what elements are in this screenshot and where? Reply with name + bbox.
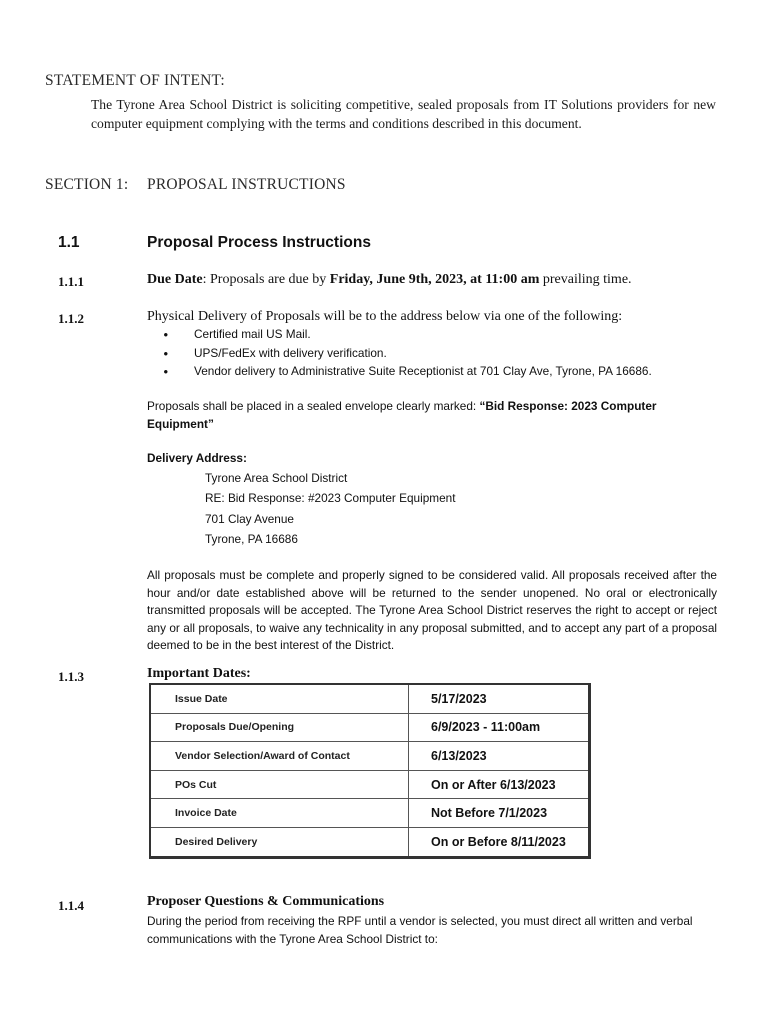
delivery-bullet-text: Vendor delivery to Administrative Suite Receptionist at 701 Clay Ave, Tyrone, PA 16686.: [194, 364, 652, 378]
address-line: 701 Clay Avenue: [205, 512, 294, 526]
sealed-envelope-marking: “Bid Response: 2023 Computer Equipment”: [147, 399, 657, 431]
subsection-title: Proposal Process Instructions: [147, 234, 371, 251]
table-row: [150, 827, 590, 857]
delivery-bullet: [172, 364, 652, 378]
due-date-label: Due Date: [147, 272, 203, 287]
validity-paragraph: All proposals must be complete and properly signed to be considered valid. All proposals received after the hour and/or date established above will be returned to the sender unopened. No oral or electronically transmitted proposals will be accepted. The Tyrone Area School District reserves the right to accept or reject any or all proposals, to waive any technicality in any proposal submitted, and to accept any part of a proposal deemed to be in the best interest of the District.: [147, 568, 717, 652]
date-label: Desired Delivery: [150, 827, 409, 857]
table-row: [150, 684, 590, 713]
date-label: Invoice Date: [150, 799, 409, 828]
sealed-envelope-text: Proposals shall be placed in a sealed envelope clearly marked:: [147, 399, 480, 413]
delivery-bullet-text: UPS/FedEx with delivery verification.: [194, 346, 387, 360]
due-date-text-b: prevailing time.: [539, 272, 632, 287]
section-title: PROPOSAL INSTRUCTIONS: [147, 176, 346, 193]
table-row: [150, 713, 590, 742]
date-value: Not Before 7/1/2023: [409, 799, 590, 828]
important-dates-table: [149, 683, 591, 859]
delivery-address-label: Delivery Address:: [147, 451, 247, 465]
item-number-dates: 1.1.3: [58, 669, 84, 684]
table-row: [150, 799, 590, 828]
date-value: On or Before 8/11/2023: [409, 827, 590, 857]
item-number-questions: 1.1.4: [58, 898, 84, 913]
item-number-delivery: 1.1.2: [58, 311, 84, 326]
delivery-intro: Physical Delivery of Proposals will be to the address below via one of the following:: [147, 309, 623, 324]
address-line: RE: Bid Response: #2023 Computer Equipment: [205, 491, 456, 505]
section-label: SECTION 1:: [45, 176, 129, 193]
item-number-due-date: 1.1.1: [58, 274, 84, 289]
address-line: Tyrone, PA 16686: [205, 532, 298, 546]
date-value: 6/9/2023 - 11:00am: [409, 713, 590, 742]
questions-body: During the period from receiving the RPF until a vendor is selected, you must direct all written and verbal communications with the Tyrone Area School District to:: [147, 914, 693, 946]
date-value: 5/17/2023: [409, 684, 590, 713]
date-value: On or After 6/13/2023: [409, 770, 590, 799]
address-line: Tyrone Area School District: [205, 471, 348, 485]
statement-body: The Tyrone Area School District is soliciting competitive, sealed proposals from IT Solutions providers for new computer equipment complying with the terms and conditions described in this document.: [91, 97, 716, 131]
date-label: Vendor Selection/Award of Contact: [150, 742, 409, 771]
sealed-envelope-note: [147, 398, 707, 433]
important-dates-title: Important Dates:: [147, 666, 251, 681]
date-label: POs Cut: [150, 770, 409, 799]
table-row: [150, 770, 590, 799]
date-label: Issue Date: [150, 684, 409, 713]
statement-heading: STATEMENT OF INTENT:: [45, 72, 225, 89]
date-label: Proposals Due/Opening: [150, 713, 409, 742]
section-heading: [45, 176, 346, 194]
delivery-bullet: [172, 346, 387, 360]
date-value: 6/13/2023: [409, 742, 590, 771]
questions-title: Proposer Questions & Communications: [147, 894, 385, 909]
subsection-number: 1.1: [58, 234, 80, 251]
due-date-text-a: : Proposals are due by: [202, 272, 330, 287]
delivery-bullet-text: Certified mail US Mail.: [194, 327, 311, 341]
due-date-value: Friday, June 9th, 2023, at 11:00 am: [329, 272, 540, 287]
delivery-bullet: [172, 327, 311, 341]
table-row: [150, 742, 590, 771]
due-date-line: [147, 272, 632, 288]
